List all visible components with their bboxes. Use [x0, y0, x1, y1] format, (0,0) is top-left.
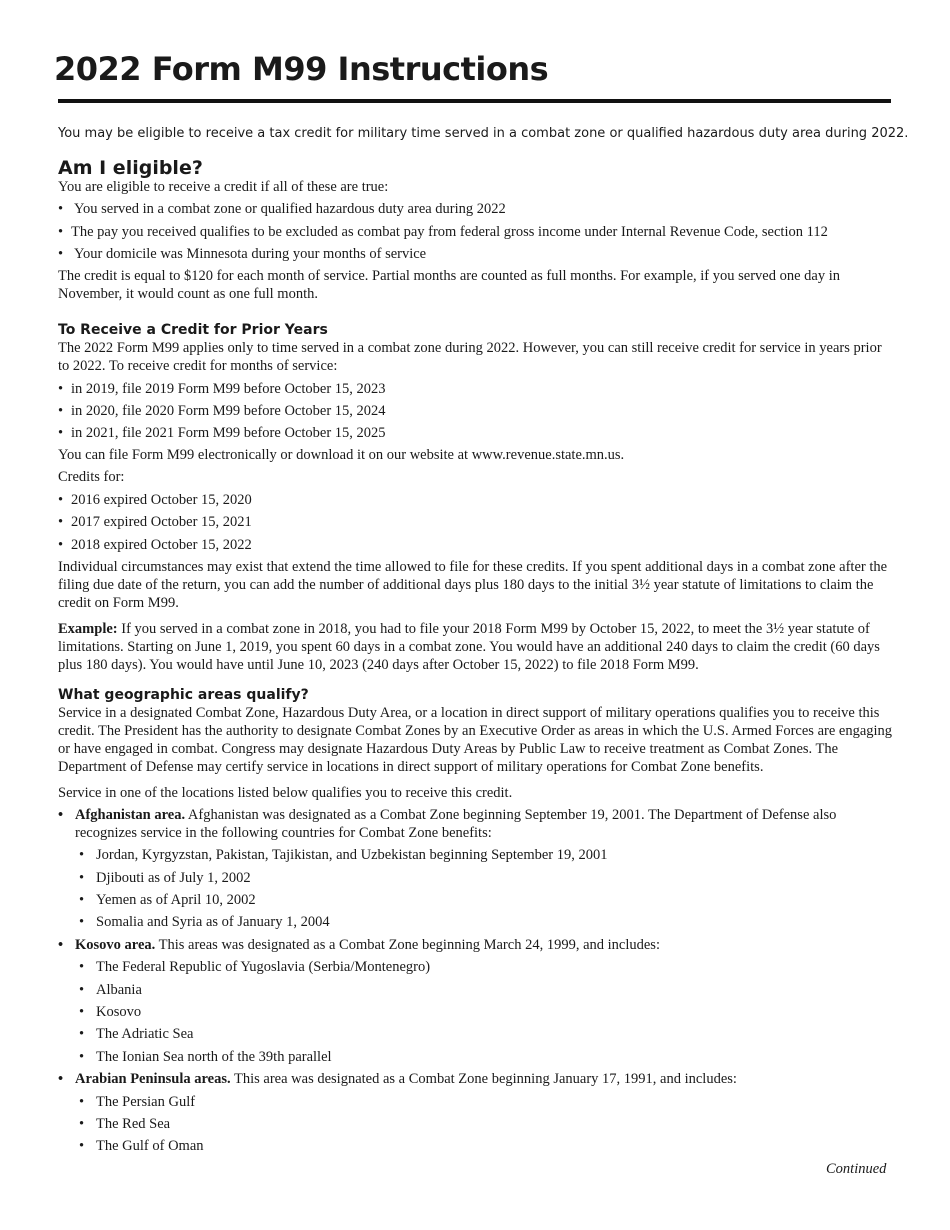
areas-heading: What geographic areas qualify?: [58, 686, 309, 703]
list-item: • in 2020, file 2020 Form M99 before October 15, 2024: [58, 402, 894, 420]
areas-listed-note: Service in one of the locations listed below qualifies you to receive this credit.: [58, 784, 513, 801]
area-label: Arabian Peninsula areas.: [75, 1071, 231, 1088]
list-item: • Somalia and Syria as of January 1, 2004: [58, 913, 894, 931]
area-kosovo: [58, 936, 894, 954]
areas-list: [58, 806, 894, 842]
list-item: • Djibouti as of July 1, 2002: [58, 869, 894, 887]
list-item: • The Ionian Sea north of the 39th parallel: [58, 1048, 894, 1066]
areas-lead: Service in a designated Combat Zone, Hazardous Duty Area, or a location in direct support of military operations qualifies you to receive this credit. The President has the authority to designate Combat Zones by an Executive Order as areas in which the U.S. Armed Forces are engaging or have engaged in combat. Congress may designate Hazardous Duty Areas by Public Law to receive treatment as Combat Zones. The Department of Defense may certify service in locations in direct support of military operations for Combat Zone benefits.: [58, 704, 893, 775]
example-label: Example:: [58, 620, 118, 637]
list-item: • The Adriatic Sea: [58, 1025, 894, 1043]
example-text: If you served in a combat zone in 2018, you had to file your 2018 Form M99 by October 15, 2022, to meet the 3½ year statute of limitations. Starting on June 1, 2019, you spent 60 days in a combat zone. You would have an additional 240 days to claim the credit (60 days plus 180 days). You would have until June 10, 2023 (240 days after October 15, 2022) to file 2018 Form M99.: [58, 620, 880, 673]
area-text: Afghanistan was designated as a Combat Zone beginning September 19, 2001. The Department of Defense also recognizes service in the following countries for Combat Zone benefits:: [75, 806, 837, 841]
list-item: • 2018 expired October 15, 2022: [58, 536, 894, 554]
prior-years-lead: The 2022 Form M99 applies only to time served in a combat zone during 2022. However, you can still receive credit for service in years prior to 2022. To receive credit for months of service:: [58, 340, 882, 375]
list-item: • in 2021, file 2021 Form M99 before October 15, 2025: [58, 424, 894, 442]
list-item: • The Gulf of Oman: [58, 1137, 894, 1155]
circumstances-text: Individual circumstances may exist that extend the time allowed to file for these credits. If you spent additional days in a combat zone after the filing due date of the return, you can add the number of additional days plus 180 days to the initial 3½ year statute of limitations to claim the credit on Form M99.: [58, 558, 888, 611]
area-text: This areas was designated as a Combat Zone beginning March 24, 1999, and includes:: [155, 936, 660, 953]
eligible-heading: Am I eligible?: [58, 157, 203, 179]
expired-list: [58, 491, 894, 554]
list-item: • 2017 expired October 15, 2021: [58, 513, 894, 531]
list-item: • Your domicile was Minnesota during your months of service: [58, 245, 894, 263]
main-content: [58, 156, 894, 1155]
afghanistan-sublist: [58, 846, 894, 931]
list-item: • The Persian Gulf: [58, 1093, 894, 1111]
list-item: • 2016 expired October 15, 2020: [58, 491, 894, 509]
prior-years-heading: To Receive a Credit for Prior Years: [58, 322, 328, 339]
list-item: • Kosovo: [58, 1003, 894, 1021]
list-item: • The Red Sea: [58, 1115, 894, 1133]
areas-list-arabian: [58, 1070, 894, 1088]
list-item: • The pay you received qualifies to be excluded as combat pay from federal gross income under Internal Revenue Code, section 112: [58, 223, 894, 241]
areas-list-kosovo: [58, 936, 894, 954]
list-item: • Jordan, Kyrgyzstan, Pakistan, Tajikistan, and Uzbekistan beginning September 19, 2001: [58, 846, 894, 864]
credits-for-label: Credits for:: [58, 469, 125, 486]
area-label: Afghanistan area.: [75, 806, 186, 823]
list-item: • Yemen as of April 10, 2002: [58, 891, 894, 909]
area-afghanistan: [58, 806, 894, 842]
credit-amount-note: The credit is equal to $120 for each month of service. Partial months are counted as full months. For example, if you served one day in November, it would count as one full month.: [58, 268, 840, 303]
list-item: • You served in a combat zone or qualified hazardous duty area during 2022: [58, 200, 894, 218]
eligible-lead: You are eligible to receive a credit if all of these are true:: [58, 179, 389, 195]
area-arabian-peninsula: [58, 1070, 894, 1088]
area-text: This area was designated as a Combat Zone beginning January 17, 1991, and includes:: [230, 1071, 737, 1088]
list-item: • The Federal Republic of Yugoslavia (Serbia/Montenegro): [58, 958, 894, 976]
page-title: 2022 Form M99 Instructions: [54, 50, 549, 88]
prior-years-list: [58, 380, 894, 443]
continued-note: Continued: [826, 1161, 887, 1177]
list-item: • Albania: [58, 981, 894, 999]
example-paragraph: [58, 620, 894, 674]
kosovo-sublist: [58, 958, 894, 1066]
list-item: • in 2019, file 2019 Form M99 before October 15, 2023: [58, 380, 894, 398]
title-divider: [58, 99, 891, 103]
area-label: Kosovo area.: [75, 936, 156, 953]
arabian-sublist: [58, 1093, 894, 1156]
intro-text: You may be eligible to receive a tax credit for military time served in a combat zone or qualified hazardous duty area during 2022.: [58, 126, 909, 141]
file-note: You can file Form M99 electronically or download it on our website at www.revenue.state.mn.us.: [58, 447, 625, 464]
eligible-list: [58, 200, 894, 263]
